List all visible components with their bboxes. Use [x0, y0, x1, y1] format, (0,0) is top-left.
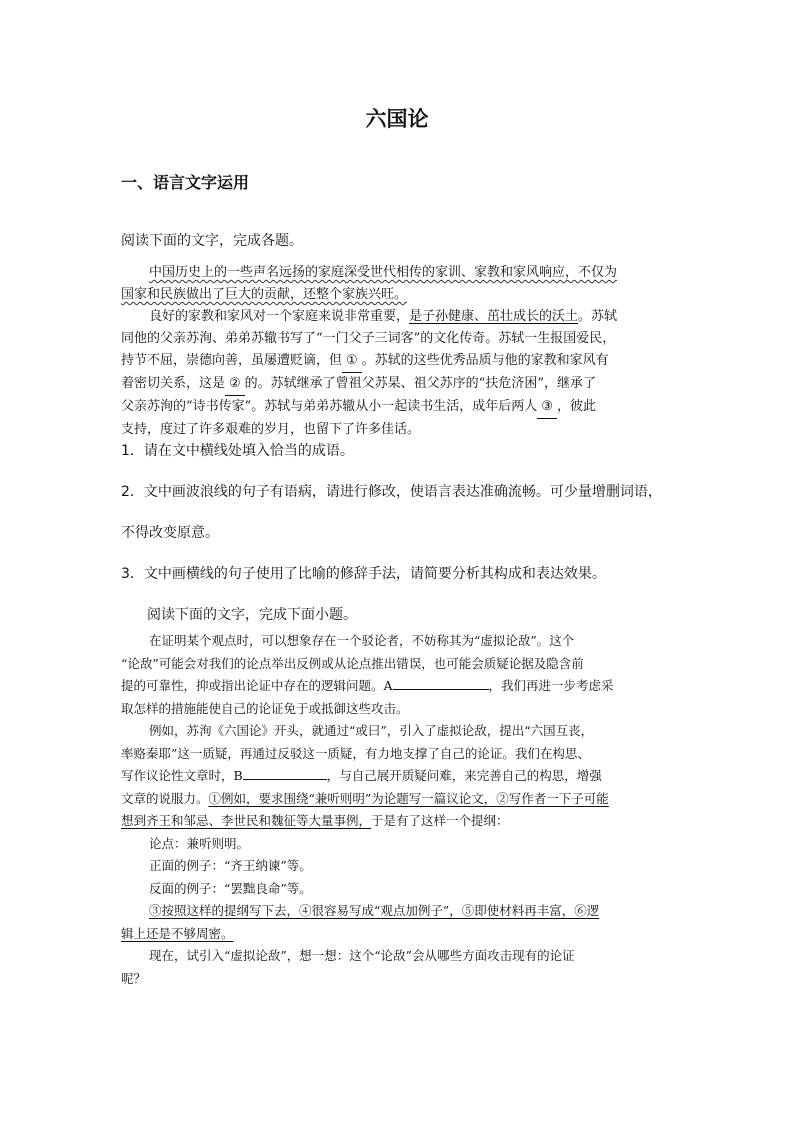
reading-instruction-2: 阅读下面的文字，完成下面小题。: [147, 607, 357, 623]
question-1: 1．请在文中横线处填入恰当的成语。: [121, 443, 354, 459]
passage-text: 现在，试引入“虚拟论敌”，想一想：这个“论敌”会从哪些方面攻击现有的论证: [149, 948, 575, 963]
blank-a[interactable]: [393, 675, 489, 690]
passage-text: 持节不屈，崇德向善，虽屡遭贬谪，但: [121, 353, 343, 368]
blank-2[interactable]: ②: [225, 373, 245, 396]
question-2-cont: 不得改变原意。: [121, 525, 219, 541]
outline-thesis: 论点：兼听则明。: [149, 835, 250, 851]
reading-instruction: 阅读下面的文字，完成各题。: [121, 233, 303, 249]
passage-text: 写作议论性文章时，B: [121, 768, 243, 783]
passage-text: 。苏轼: [578, 309, 618, 324]
section-heading: 一、语言文字运用: [121, 173, 250, 192]
blank-b[interactable]: [243, 765, 327, 780]
blank-3[interactable]: ③: [537, 396, 557, 419]
passage-text: 提的可靠性，抑或指出论证中存在的逻辑问题。A: [121, 678, 393, 693]
passage-text: 。苏轼的这些优秀品质与他的家教和家风有: [361, 353, 609, 368]
passage-2: [121, 630, 681, 990]
passage-text: 支持，度过了许多艰难的岁月，也留下了许多佳话。: [121, 422, 421, 437]
blank-1[interactable]: ①: [342, 350, 362, 373]
question-3: 3．文中画横线的句子使用了比喻的修辞手法，请简要分析其构成和表达效果。: [121, 566, 606, 582]
passage-text: 的。苏轼继承了曾祖父苏杲、祖父苏序的“扶危济困”，继承了: [244, 376, 596, 391]
passage-text: 呢？: [121, 970, 147, 986]
passage-text: 良好的家教和家风对一个家庭来说非常重要，: [149, 309, 410, 324]
passage-text: 父亲苏洵的“诗书传家”。苏轼与弟弟苏辙从小一起读书生活，成年后两人: [121, 399, 538, 414]
passage-text: ，彼此: [556, 399, 596, 414]
outline-positive: 正面的例子：“齐王纳谏”等。: [149, 858, 312, 873]
underlined-sentence: 辑上还是不够周密。: [121, 925, 234, 941]
passage-text: ，与自己展开质疑问难，来完善自己的构思，增强: [326, 768, 602, 783]
wavy-sentence: 中国历史上的一些声名远扬的家庭深受世代相传的家训、家教和家风响应，不仅为: [149, 265, 618, 280]
passage-text: 率赂秦耶”这一质疑，再通过反驳这一质疑，有力地支撑了自己的论证。我们在构思、: [121, 745, 590, 761]
passage-text: 取怎样的措施能使自己的论证免于或抵御这些攻击。: [121, 700, 409, 716]
underlined-sentence: ③按照这样的提纲写下去，④很容易写成“观点加例子”，⑤即使材料再丰富，⑥逻: [149, 903, 600, 918]
passage-text: “论敌”可能会对我们的论点举出反例或从论点推出错误，也可能会质疑论据及隐含前: [121, 655, 584, 671]
wavy-sentence-cont: 国家和民族做出了巨大的贡献，还整个家族兴旺。: [121, 287, 408, 302]
underlined-metaphor: 是子孙健康、茁壮成长的沃土: [409, 309, 579, 324]
underlined-sentence: 想到齐王和邹忌、李世民和魏征等大量事例，: [121, 813, 372, 828]
underlined-sentence: ①例如，要求围绕“兼听则明”为论题写一篇议论文，②写作者一下子可能: [208, 790, 609, 806]
passage-text: ，我们再进一步考虑采: [488, 678, 614, 693]
passage-text: 例如，苏洵《六国论》开头，就通过“或曰”，引入了虚拟论敌，提出“六国互丧，: [149, 723, 594, 738]
page-title: 六国论: [365, 107, 429, 131]
passage-text: 在证明某个观点时，可以想象存在一个驳论者，不妨称其为“虚拟论敌”。这个: [149, 633, 575, 648]
passage-1: [121, 262, 681, 441]
passage-text: 文章的说服力。: [121, 790, 209, 806]
passage-text: 着密切关系，这是: [121, 376, 226, 391]
question-2: 2．文中画波浪线的句子有语病，请进行修改，使语言表达准确流畅。可少量增删词语，: [121, 484, 662, 500]
passage-text: 同他的父亲苏洵、弟弟苏辙书写了“一门父子三词客”的文化传奇。苏轼一生报国爱民，: [121, 331, 616, 346]
outline-negative: 反面的例子：“罢黜良命”等。: [149, 880, 312, 896]
passage-text: 于是有了这样一个提纲：: [371, 813, 509, 828]
